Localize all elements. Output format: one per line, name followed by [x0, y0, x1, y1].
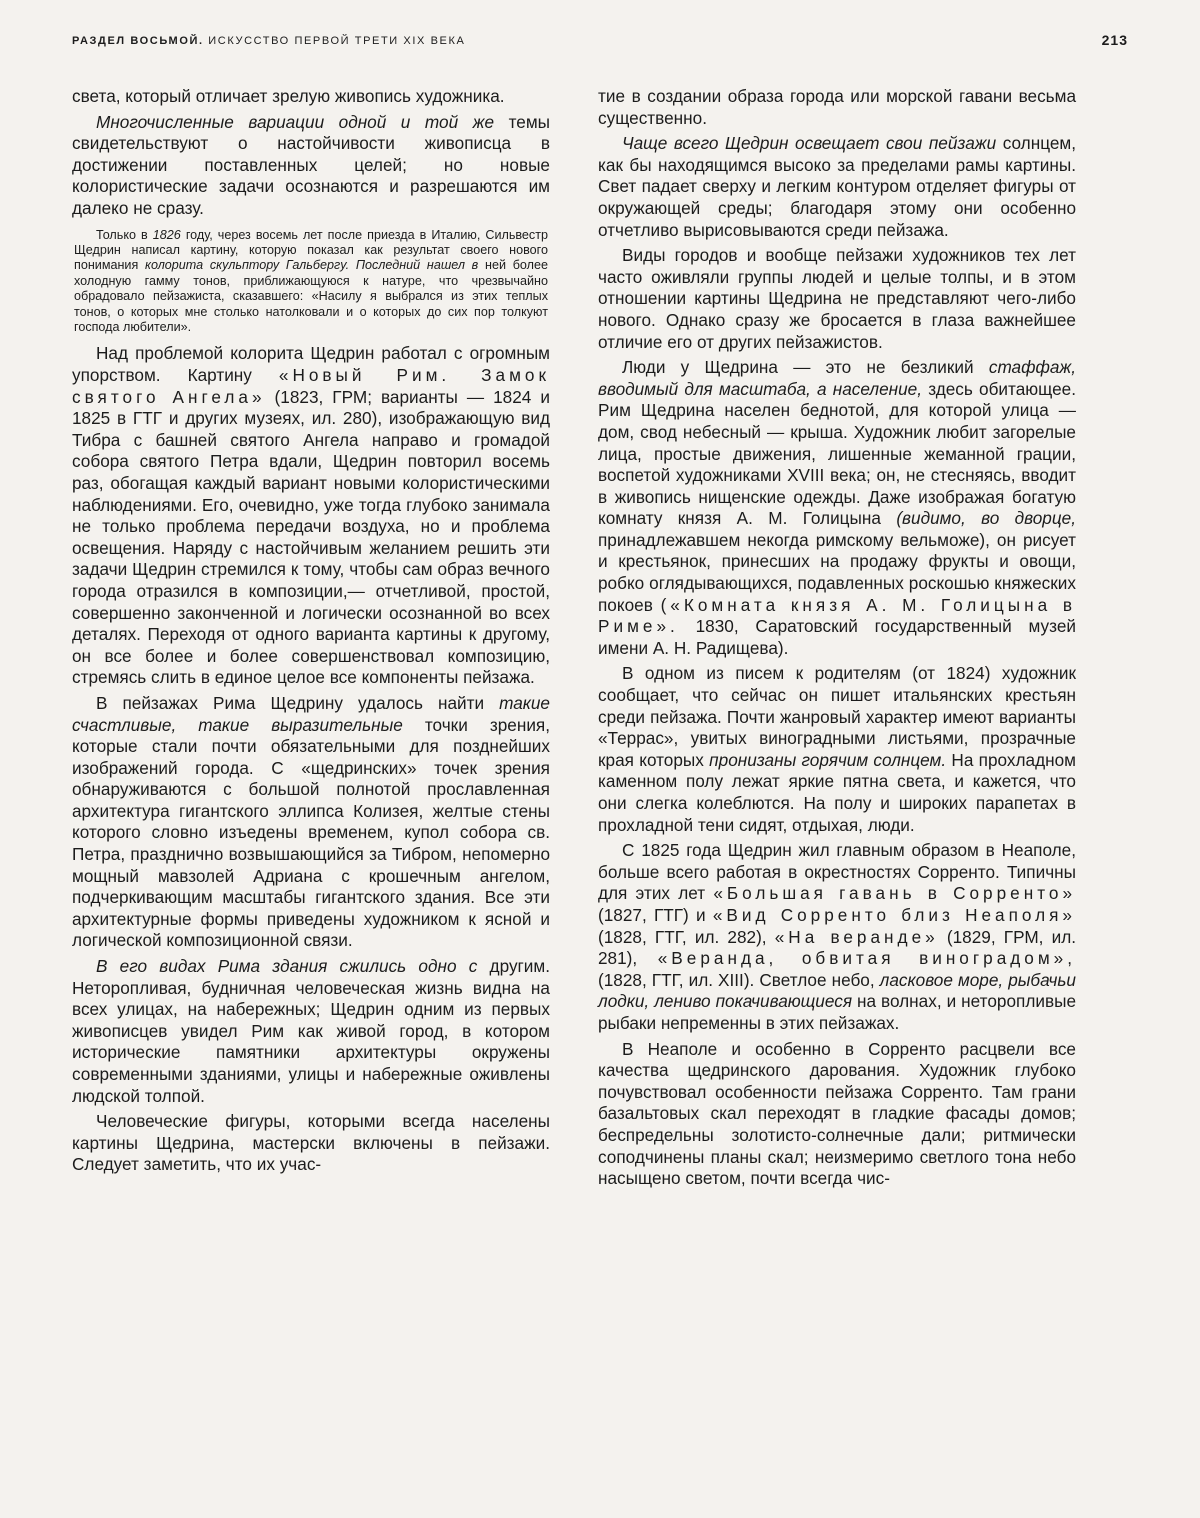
text: Только в [96, 227, 148, 242]
text: В одном из писем к родителям (от 1824) художник сообщает, что сейчас он пишет итальянских крестьян среди пейзажа. Почти жанровый характер имеют варианты «Террас», увитых виноградными листьями, прозрачные края которых [598, 663, 1076, 770]
italic-text: колорита скульптору Гальбергу. Последний нашел в [145, 258, 479, 273]
paragraph [72, 86, 550, 108]
italic-text: пронизаны горячим солнцем. [709, 749, 947, 770]
text: Человеческие фигуры, которыми всегда населены картины Щедрина, мастерски включены в пейзажи. Следует заметить, что их учас- [72, 1111, 550, 1175]
header-section-title: ИСКУССТВО ПЕРВОЙ ТРЕТИ XIX ВЕКА [208, 35, 466, 47]
text: Люди у Щедрина — это не безликий [622, 357, 974, 378]
paragraph [72, 343, 550, 689]
paragraph [598, 357, 1076, 659]
artwork-title: («Комната князя А. М. Голицына в Риме». [598, 594, 1076, 637]
text: (1828, ГТГ, ил. 282), [598, 926, 767, 947]
header-section [72, 35, 465, 47]
text: (1829, ГРМ, ил. 281), [598, 926, 1077, 969]
text: здесь обитающее. Рим Щедрина населен беднотой, для которой улица — дом, свод небесный — крыша. Художник любит загорелые лица, простые движения, лишенные жеманной грации, воспетой художниками XVIII века; он, не стесняясь, вводит в живопись нищенские одежды. Даже изображая богатую комнату князя А. М. Голицына [598, 378, 1076, 529]
text: тие в создании образа города или морской гавани весьма существенно. [598, 86, 1076, 128]
text: С 1825 года Щедрин жил главным образом в Неаполе, больше всего работая в окрестностях Сорренто. Типичны для этих лет [598, 840, 1076, 904]
running-header [72, 32, 1128, 52]
text: на волнах, и неторопливые рыбаки непременны в этих пейзажах. [598, 991, 1076, 1033]
text: другим. Неторопливая, будничная человеческая жизнь видна на всех улицах, на набережных; Щедрин одним из первых живописцев увидел Рим как живой город, в котором исторические памятники архитектуры окружены современными зданиями, улицы и набережные оживлены людской толпой. [72, 956, 550, 1106]
header-section-label: РАЗДЕЛ ВОСЬМОЙ. [72, 35, 204, 47]
paragraph [72, 1111, 550, 1176]
artwork-title: «Новый Рим. Замок святого Ангела» [72, 365, 550, 407]
text: В пейзажах Рима Щедрину удалось найти [96, 692, 485, 713]
italic-text: 1826 [152, 227, 181, 242]
artwork-title: «На веранде» [774, 926, 939, 947]
text: ней более холодную гамму тонов, приближающуюся к натуре, что чрезвычайно обрадовало пейзажиста, сказавшего: «Насилу я выбрался из этих теплых тонов, о которых мне столько натолковали и о которых до сих пор толкуют господа любители». [74, 258, 548, 334]
italic-text: Многочисленные вариации одной и той же [96, 111, 495, 132]
italic-text: (видимо, во дворце, [896, 508, 1076, 529]
text: принадлежавшем некогда римскому вельможе), он рисует и крестьянок, принесших на продажу фрукты и овощи, робко оглядывающихся, подавленных роскошью княжеских покоев [598, 529, 1076, 615]
left-column [72, 86, 550, 1176]
text: (1827, ГТГ) и [598, 904, 706, 925]
text: Над проблемой колорита Щедрин работал с огромным упорством. Картину [72, 343, 550, 385]
text: (1823, ГРМ; варианты — 1824 и 1825 в ГТГ и других музеях, ил. 280), изображающую вид Тибра с башней святого Ангела направо и громадой собора святого Петра вдали, Щедрин повторил восемь раз, обогащая каждый вариант новыми колористическими наблюдениями. Его, очевидно, уже тогда глубоко занимала не только проблема передачи воздуха, но и проблема освещения. Наряду с настойчивым желанием решить эти задачи Щедрин стремился к тому, чтобы сам образ вечного города отразился в композиции,— отчетливой, простой, совершенно законченной и логически осознанной во всех деталях. Переходя от одного варианта картины к другому, он все более и более совершенствовал композицию, стремясь слить в единое целое все компоненты пейзажа. [72, 386, 550, 688]
artwork-title: «Веранда, обвитая виноградом», [657, 948, 1076, 969]
text: солнцем, как бы находящимся высоко за пределами рамы картины. Свет падает сверху и легким контуром отделяет фигуры от окружающей среды; благодаря этому они особенно отчетливо вырисовываются среди пейзажа. [598, 133, 1076, 240]
italic-text: ласковое море, рыбачьи лодки, лениво покачивающиеся [598, 969, 1076, 1012]
italic-text: такие счастливые, такие выразительные [72, 692, 550, 735]
text: Виды городов и вообще пейзажи художников тех лет часто оживляли группы людей и целые толпы, и в этом отношении картины Щедрина не представляют чего-либо нового. Однако сразу же бросается в глаза важнейшее отличие его от других пейзажистов. [598, 245, 1076, 352]
text: На прохладном каменном полу лежат яркие пятна света, и кажется, что они слегка колеблются. На полу и широких парапетах в прохладной тени сидят, отдыхая, люди. [598, 749, 1076, 835]
italic-text: В его видах Рима здания сжились одно с [96, 956, 478, 977]
paragraph [72, 112, 550, 220]
paragraph [598, 1039, 1076, 1190]
paragraph [598, 245, 1076, 353]
text: темы свидетельствуют о настойчивости живописца в достижении поставленных целей; но новые колористические задачи осознаются и разрешаются им далеко не сразу. [72, 111, 550, 218]
text: света, который отличает зрелую живопись художника. [72, 86, 505, 106]
text: (1828, ГТГ, ил. XIII). Светлое небо, [598, 969, 875, 990]
paragraph [72, 956, 550, 1107]
paragraph [598, 663, 1076, 836]
footnote-paragraph [72, 228, 550, 336]
paragraph [72, 693, 550, 952]
text: В Неаполе и особенно в Сорренто расцвели все качества щедринского дарования. Художник глубоко почувствовал особенности пейзажа Сорренто. Там грани базальтовых скал переходят в гладкие фасады домов; беспредельны золотисто-солнечные дали; ритмически соподчинены планы скал; неизмеримо светлого тона небо насыщено светом, почти всегда чис- [598, 1038, 1076, 1189]
paragraph [598, 86, 1076, 129]
paragraph [598, 133, 1076, 241]
artwork-title: «Большая гавань в Сорренто» [713, 883, 1077, 904]
text: точки зрения, которые стали почти обязательными для позднейших изображений города. С «щедринских» точек зрения обнаруживаются с большой полнотой прославленная архитектура гигантского эллипса Колизея, желтые стены которого словно изъедены временем, купол собора св. Петра, празднично возвышающийся за Тибром, непомерно мощный мавзолей Адриана с крошечным ангелом, подчеркивающим масштабы гигантского здания. Все эти архитектурные формы приведены художником к ясной и логической композиционной связи. [72, 714, 551, 951]
artwork-title: «Вид Сорренто близ Неаполя» [712, 904, 1076, 925]
right-column [598, 86, 1076, 1190]
paragraph [598, 840, 1076, 1034]
italic-text: Чаще всего Щедрин освещает свои пейзажи [622, 133, 997, 154]
italic-text: стаффаж, вводимый для масштаба, а население, [598, 357, 1076, 399]
page-number: 213 [1101, 32, 1128, 48]
text: году, через восемь лет после приезда в Италию, Сильвестр Щедрин написал картину, которую показал как результат своего нового понимания [74, 227, 549, 273]
text: 1830, Саратовский государственный музей имени А. Н. Радищева). [598, 616, 1076, 658]
